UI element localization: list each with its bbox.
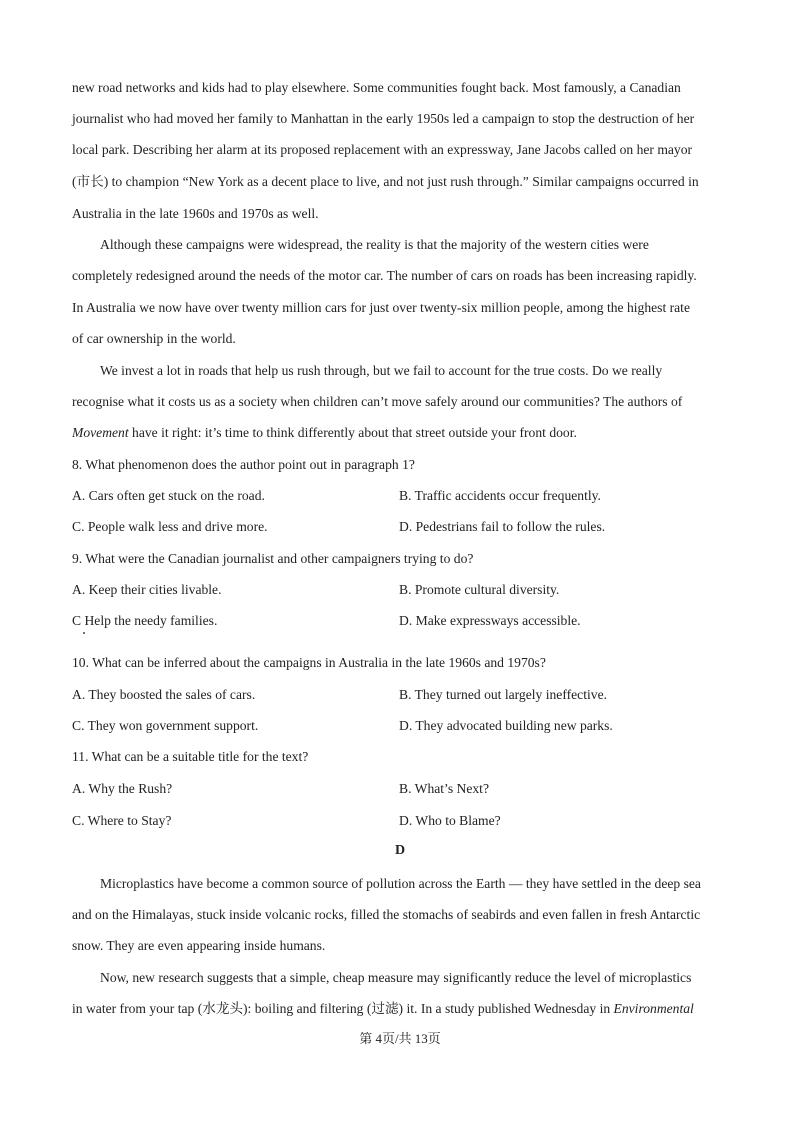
journal-name: Environmental xyxy=(613,1001,694,1016)
option-c[interactable]: C Help the needy families. xyxy=(72,613,218,628)
passage-line: journalist who had moved her family to Manhattan in the early 1950s led a campaign to stop the destruction of her xyxy=(72,111,695,126)
option-a[interactable]: A. Why the Rush? xyxy=(72,781,173,796)
question-stem: 8. What phenomenon does the author point out in paragraph 1? xyxy=(72,457,415,472)
option-d[interactable]: D. They advocated building new parks. xyxy=(399,718,613,733)
option-c[interactable]: C. People walk less and drive more. xyxy=(72,519,268,534)
passage-line: new road networks and kids had to play elsewhere. Some communities fought back. Most famously, a Canadian xyxy=(72,80,681,95)
passage-line: We invest a lot in roads that help us rush through, but we fail to account for the true costs. Do we really xyxy=(100,363,663,378)
option-c[interactable]: C. They won government support. xyxy=(72,718,259,733)
book-title: Movement xyxy=(72,425,129,440)
passage-line: and on the Himalayas, stuck inside volcanic rocks, filled the stomachs of seabirds and even fallen in fresh Antarctic xyxy=(72,907,701,922)
question-stem: 9. What were the Canadian journalist and other campaigners trying to do? xyxy=(72,551,474,566)
section-heading: D xyxy=(394,843,406,858)
passage-line: Microplastics have become a common source of pollution across the Earth — they have settled in the deep sea xyxy=(100,876,701,891)
option-d[interactable]: D. Who to Blame? xyxy=(399,813,501,828)
passage-line: (市长) to champion “New York as a decent place to live, and not just rush through.” Similar campaigns occurred in xyxy=(72,174,699,189)
passage-line: local park. Describing her alarm at its proposed replacement with an expressway, Jane Jacobs called on her mayor xyxy=(72,142,693,157)
option-a[interactable]: A. Cars often get stuck on the road. xyxy=(72,488,265,503)
passage-line: Now, new research suggests that a simple, cheap measure may significantly reduce the level of microplastics xyxy=(100,970,692,985)
passage-line: completely redesigned around the needs of the motor car. The number of cars on roads has been increasing rapidly. xyxy=(72,268,697,283)
question-stem: 11. What can be a suitable title for the text? xyxy=(72,749,309,764)
option-c[interactable]: C. Where to Stay? xyxy=(72,813,172,828)
passage-line: snow. They are even appearing inside humans. xyxy=(72,938,326,953)
option-a[interactable]: A. Keep their cities livable. xyxy=(72,582,222,597)
option-b[interactable]: B. What’s Next? xyxy=(399,781,489,796)
option-d[interactable]: D. Pedestrians fail to follow the rules. xyxy=(399,519,606,534)
question-stem: 10. What can be inferred about the campaigns in Australia in the late 1960s and 1970s? xyxy=(72,655,546,670)
passage-line xyxy=(72,424,577,442)
option-b[interactable]: B. Promote cultural diversity. xyxy=(399,582,560,597)
page-number: 第 4页/共 13页 xyxy=(359,1031,441,1046)
passage-line: In Australia we now have over twenty million cars for just over twenty-six million people, among the highest rate xyxy=(72,300,690,315)
option-a[interactable]: A. They boosted the sales of cars. xyxy=(72,687,256,702)
passage-text: have it right: it’s time to think differently about that street outside your front door. xyxy=(128,425,577,440)
passage-text: in water from your tap (水龙头): boiling and filtering (过滤) it. In a study published Wednesday in xyxy=(72,1001,614,1016)
option-b[interactable]: B. Traffic accidents occur frequently. xyxy=(399,488,601,503)
scan-dot xyxy=(83,632,85,634)
passage-line: Australia in the late 1960s and 1970s as well. xyxy=(72,206,319,221)
option-d[interactable]: D. Make expressways accessible. xyxy=(399,613,581,628)
option-b[interactable]: B. They turned out largely ineffective. xyxy=(399,687,608,702)
passage-line xyxy=(72,1000,694,1018)
passage-line: Although these campaigns were widespread, the reality is that the majority of the western cities were xyxy=(100,237,649,252)
passage-line: recognise what it costs us as a society when children can’t move safely around our communities? The authors of xyxy=(72,394,683,409)
passage-line: of car ownership in the world. xyxy=(72,331,236,346)
